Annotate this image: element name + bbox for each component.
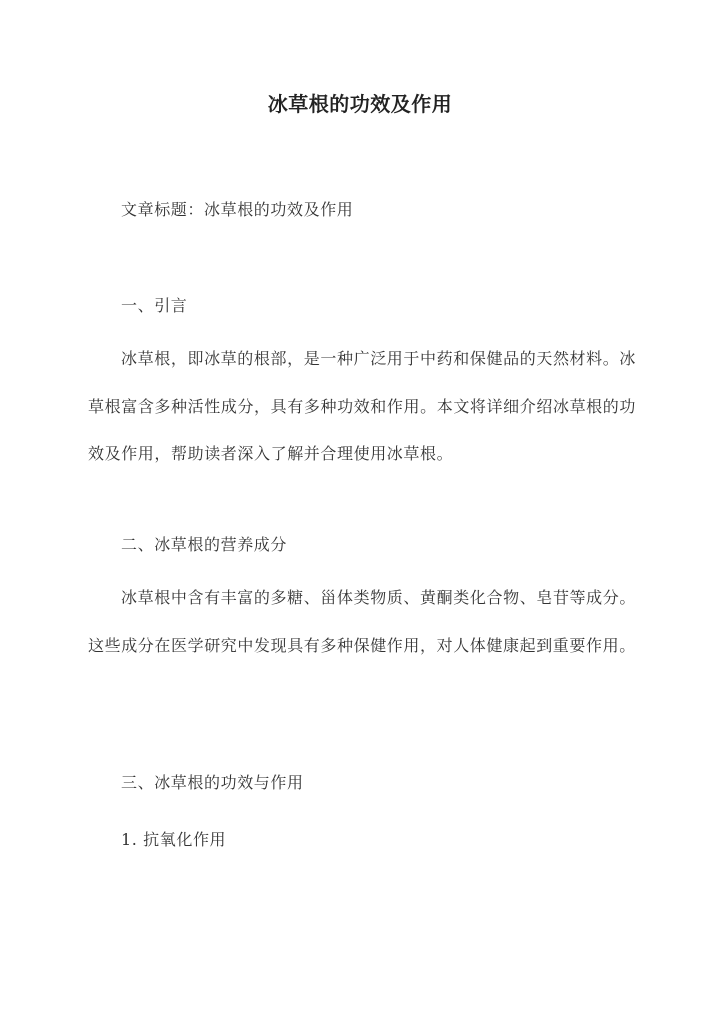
section-heading-nutrients: 二、冰草根的营养成分 bbox=[121, 535, 288, 554]
section-heading-introduction: 一、引言 bbox=[121, 296, 188, 315]
paragraph-introduction: 冰草根，即冰草的根部，是一种广泛用于中药和保健品的天然材料。冰草根富含多种活性成分，具有多种功效和作用。本文将详细介绍冰草根的功效及作用，帮助读者深入了解并合理使用冰草根。 bbox=[88, 349, 636, 463]
document-title: 冰草根的功效及作用 bbox=[267, 92, 453, 116]
article-title-line: 文章标题：冰草根的功效及作用 bbox=[121, 200, 354, 219]
subheading-antioxidant: 1. 抗氧化作用 bbox=[121, 830, 227, 849]
paragraph-nutrients: 冰草根中含有丰富的多糖、甾体类物质、黄酮类化合物、皂苷等成分。这些成分在医学研究中发现具有多种保健作用，对人体健康起到重要作用。 bbox=[88, 588, 636, 655]
section-heading-effects: 三、冰草根的功效与作用 bbox=[121, 773, 304, 792]
